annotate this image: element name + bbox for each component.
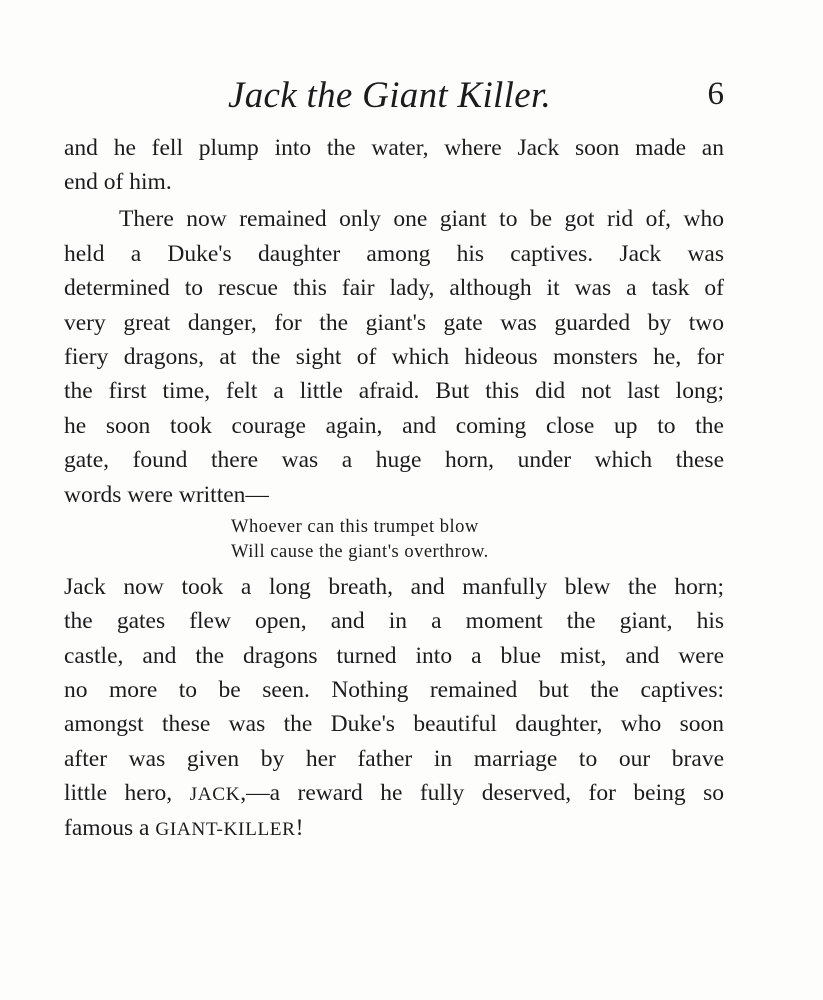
text-line bbox=[64, 776, 724, 810]
paragraph-3 bbox=[64, 570, 724, 845]
verse-line: Whoever can this trumpet blow bbox=[231, 516, 479, 537]
text-line: There now remained only one giant to be got rid of, who bbox=[119, 206, 724, 233]
text-fragment: ! bbox=[295, 814, 304, 841]
text-line: and he fell plump into the water, where Jack soon made an bbox=[64, 135, 724, 161]
text-line: the gates flew open, and in a moment the giant, his bbox=[64, 608, 724, 635]
verse-line: Will cause the giant's overthrow. bbox=[231, 541, 489, 562]
text-line: held a Duke's daughter among his captives. Jack was bbox=[64, 240, 724, 267]
running-title: Jack the Giant Killer. bbox=[228, 75, 552, 116]
text-line: amongst these was the Duke's beautiful daughter, who soon bbox=[64, 711, 724, 738]
text-fragment: ,—a reward he fully deserved, for being so bbox=[240, 780, 724, 807]
text-line: end of him. bbox=[64, 169, 172, 196]
body-text bbox=[64, 131, 724, 845]
text-line: after was given by her father in marriage to our brave bbox=[64, 745, 724, 772]
text-line: words were written— bbox=[64, 481, 269, 508]
text-line: determined to rescue this fair lady, although it was a task of bbox=[64, 275, 724, 302]
page-number: 6 bbox=[707, 76, 724, 112]
text-line: no more to be seen. Nothing remained but the captives: bbox=[64, 677, 724, 704]
text-line: the first time, felt a little afraid. But this did not last long; bbox=[64, 378, 724, 405]
text-line: very great danger, for the giant's gate was guarded by two bbox=[64, 309, 724, 336]
text-line: gate, found there was a huge horn, under which these bbox=[64, 447, 724, 474]
text-fragment: famous a bbox=[64, 814, 156, 841]
text-fragment: little hero, bbox=[64, 780, 190, 807]
text-line: Jack now took a long breath, and manfully blew the horn; bbox=[64, 573, 724, 600]
epithet: GIANT-KILLER bbox=[155, 818, 296, 840]
text-line: fiery dragons, at the sight of which hideous monsters he, for bbox=[64, 343, 724, 370]
paragraph-1 bbox=[64, 131, 724, 200]
text-line: castle, and the dragons turned into a blue mist, and were bbox=[64, 642, 724, 669]
paragraph-2 bbox=[64, 202, 724, 512]
text-line bbox=[64, 811, 724, 845]
hero-name: JACK bbox=[189, 784, 241, 806]
page-header bbox=[64, 74, 724, 126]
verse-inscription bbox=[64, 515, 724, 565]
text-line: he soon took courage again, and coming close up to the bbox=[64, 412, 724, 439]
